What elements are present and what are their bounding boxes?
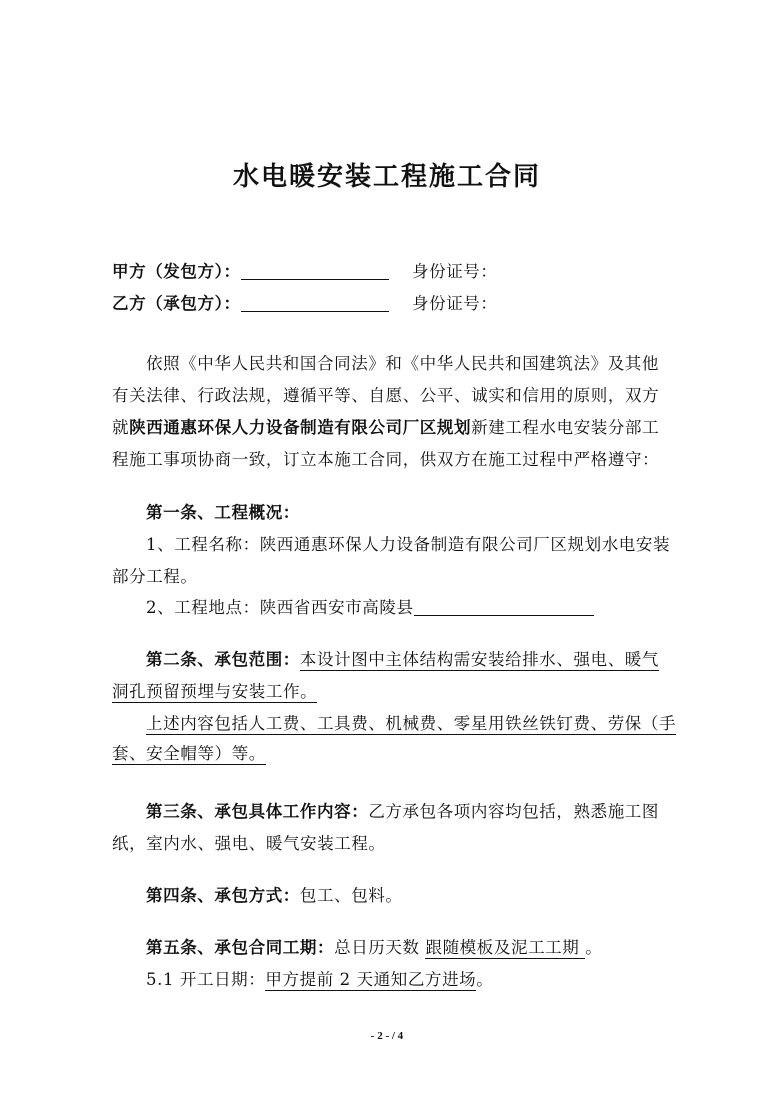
- article-2-scope-2: 洞孔预留预埋与安装工作。: [112, 682, 318, 701]
- article-3-line-2: 纸，室内水、强电、暖气安装工程。: [112, 834, 386, 853]
- article-2-heading: 第二条、承包范围：: [146, 650, 300, 669]
- article-1-item-2: [146, 596, 746, 620]
- article-3-heading: 第三条、承包具体工作内容：: [146, 802, 369, 821]
- article-4-heading: 第四条、承包方式：: [146, 886, 300, 905]
- article-4-text: 包工、包料。: [299, 886, 403, 905]
- project-name: 陕西通惠环保人力设备制造有限公司厂区规划: [129, 418, 472, 437]
- article-2-scope-1: 本设计图中主体结构需安装给排水、强电、暖气: [299, 650, 660, 669]
- party-b-id-label: 身份证号：: [412, 294, 498, 313]
- article-5-1-start-date: 甲方提前 2 天通知乙方进场: [265, 970, 477, 989]
- intro-line-3: [112, 416, 712, 440]
- intro-line-1: 依照《中华人民共和国合同法》和《中华人民共和国建筑法》及其他: [146, 354, 659, 373]
- article-5-1-line: [146, 968, 746, 992]
- intro-line-3-suffix: 新建工程水电安装分部工: [471, 418, 660, 437]
- article-2-line-4: [112, 742, 712, 766]
- article-5-heading: 第五条、承包合同工期：: [146, 938, 335, 957]
- intro-line-3-prefix: 就: [112, 418, 130, 437]
- party-a-id-label: 身份证号：: [412, 262, 498, 281]
- article-5-duration: 跟随模板及泥工工期: [425, 938, 586, 957]
- article-5-text-prefix: 总日历天数: [334, 938, 426, 957]
- party-b-label: 乙方（承包方）：: [112, 294, 241, 313]
- article-5-text-suffix: 。: [585, 938, 603, 957]
- intro-line-4: 程施工事项协商一致，订立本施工合同，供双方在施工过程中严格遵守：: [112, 450, 660, 469]
- party-a-label: 甲方（发包方）：: [112, 262, 241, 281]
- project-location: 2、工程地点：陕西省西安市高陵县: [146, 598, 414, 617]
- intro-line-2: 有关法律、行政法规，遵循平等、自愿、公平、诚实和信用的原则，双方: [112, 386, 660, 405]
- page-number: - 2 - / 4: [370, 1030, 404, 1042]
- party-a-name-blank[interactable]: [241, 261, 389, 280]
- document-title: 水电暖安装工程施工合同: [232, 162, 541, 192]
- article-2-line-1: [146, 648, 746, 672]
- article-2-line-3: [146, 712, 746, 736]
- article-1-item-1-line-1: 1、工程名称：陕西通惠环保人力设备制造有限公司厂区规划水电安装: [146, 535, 671, 554]
- article-1-heading: 第一条、工程概况：: [146, 503, 300, 522]
- article-3-line-1: [146, 800, 746, 824]
- article-3-text-1: 乙方承包各项内容均包括，熟悉施工图: [368, 802, 660, 821]
- article-2-scope-3: 上述内容包括人工费、工具费、机械费、零星用铁丝铁钉费、劳保（手: [146, 714, 677, 733]
- article-5-line: [146, 936, 746, 960]
- article-2-scope-4: 套、安全帽等）等。: [112, 744, 266, 763]
- article-5-1-prefix: 5.1 开工日期：: [146, 970, 266, 989]
- article-2-line-2: [112, 680, 712, 704]
- location-blank[interactable]: [414, 597, 594, 616]
- party-b-name-blank[interactable]: [241, 293, 389, 312]
- article-1-item-1-line-2: 部分工程。: [112, 567, 198, 586]
- article-4-line: [146, 884, 746, 908]
- article-5-1-suffix: 。: [476, 970, 494, 989]
